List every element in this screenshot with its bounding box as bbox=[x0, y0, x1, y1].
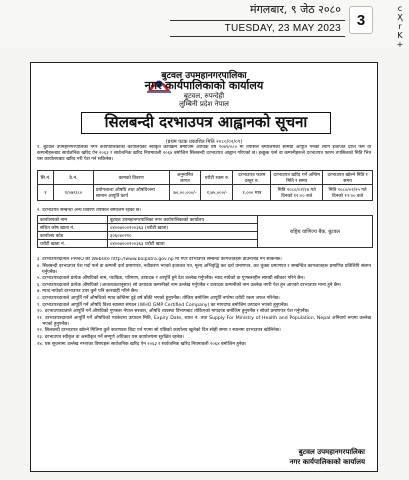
clause-item: ८. दरभाउपत्रदाताले आपूर्ति गर्ने औषधिको म्याद कम्तिमा दुई वर्ष बाँकी भएको हुनुपर्नेछ। तोकिए बमोजिम आपूर्ति नगरेमा धरौटी रकम जफत गरिनेछ। bbox=[37, 295, 280, 301]
publish-date: (प्रथम पटक प्रकाशित मिति २०८०/०२/०९) bbox=[165, 139, 243, 145]
signature-org-line1: बुटवल उपमहानगरपालिका bbox=[298, 448, 365, 456]
table-header-cell: सि.नं. bbox=[38, 171, 54, 185]
table-header-cell: ठे.नं. bbox=[53, 171, 93, 185]
page-number-badge: 3 bbox=[349, 6, 373, 34]
table-cell: १/०७९/८० bbox=[53, 185, 93, 201]
clause-item: ३. दरभाउपत्रदाताले PPMO को Website http://www.bolpatra.gov.np मा गएर दरभाउपत्र सम्बन्धी कागजातहरू डाउनलोड गर्न सकिनेछ। bbox=[37, 257, 282, 262]
clause-item: ५. दरभाउपत्रदाताले प्रत्येक औषधिको नाम, प्याकिङ, परिमाण, उत्पादक र आपूर्ति हुने देश उल्लेख गर्नुपर्नेछ। म्याद नाघेको वा गुणस्तरहीन सामग्री स्वीकार गरिने छैन। bbox=[37, 276, 305, 282]
table-row bbox=[38, 216, 373, 224]
table-header-cell: धरौटी रकम रु. bbox=[201, 171, 233, 185]
table-cell: प्रयोगशाला औषधि तथा औषधिजन्य सामान आपूर्ति कार्य bbox=[93, 185, 169, 201]
masthead-rule-top bbox=[170, 20, 345, 21]
table-cell: ३०६०४०२१० bbox=[108, 232, 258, 240]
table-cell: ०४००७०००१००३६३ धरौटी खाता bbox=[108, 240, 258, 248]
side-letter: K bbox=[397, 31, 403, 40]
side-letter: c bbox=[397, 4, 403, 13]
clause-item: ११. दरभाउपत्रदाताले आपूर्ति गर्ने औषधिको प्याकेटमा उत्पादन मिति, Expiry Date, ब्याच नं. तथा Supply For Ministry of Health and Population, Nepal अनिवार्य रूपमा उल्लेख भएको हुनुपर्नेछ। bbox=[37, 315, 371, 327]
org-address-line: बुटवल, रुपन्देही bbox=[183, 92, 225, 100]
table-header-cell: दरभाउपत्र खोल्ने मिति र समय bbox=[323, 171, 373, 185]
table-cell: ०४००७०००१००३६३ (धरौटी खाता) bbox=[108, 224, 258, 232]
side-letter: Ҳ bbox=[397, 13, 403, 22]
note-paragraph: २. दरभाउपत्र सम्बन्धी अन्य विवरण तपसिल बमोजिम रहेको छ। bbox=[37, 208, 142, 213]
clause-item: ४. सिलबन्दी दरभाउपत्र पेश गर्दा फर्म वा कम्पनी दर्ता प्रमाणपत्र, नवीकरण भएको इजाजत पत्र, मूल्य अभिवृद्धि कर दर्ता प्रमाणपत्र, कर चुक्ता प्रमाणपत्र र सम्बन्धित कागजातहरू प्रमाणित प्रतिलिपि संलग्न गर्नुपर्नेछ। bbox=[37, 263, 371, 275]
masthead-rule-bottom bbox=[170, 36, 345, 37]
table-cell: कार्यालयको नाम bbox=[38, 216, 108, 224]
table-header-row bbox=[38, 171, 373, 185]
table-header-cell: कामको विवरण bbox=[93, 171, 169, 185]
table-cell: मिति २०८०/०२/२४ गते दिनको १२:०० बजे bbox=[271, 185, 323, 201]
clause-item: १४. यस सूचनामा उल्लेख नभएका विषयहरू सार्वजनिक खरिद ऐन २०६३ र सार्वजनिक खरिद नियमावली २०६४ बमोजिम हुनेछ। bbox=[37, 341, 247, 347]
masthead-date-english: TUESDAY, 23 MAY 2023 bbox=[224, 23, 341, 34]
table-cell: १ bbox=[38, 185, 54, 201]
table-cell: ७०,००,०००/- bbox=[169, 185, 201, 201]
side-letter: r bbox=[398, 22, 402, 31]
table-cell: संचित कोष खाता नं. bbox=[38, 224, 108, 232]
clause-item: १२. सिलबन्दी दरभाउपत्र खोल्ने मितिमा कुनै कारणवश बिदा पर्न गएमा सो पछिको कार्यालय खुलेको दिन सोही समय र स्थानमा दरभाउपत्र खोलिनेछ। bbox=[37, 328, 281, 334]
notice-title: सिलबन्दी दरभाउपत्र आह्वानको सूचना bbox=[81, 112, 331, 134]
org-name-line2: नगर कार्यपालिकाको कार्यालय bbox=[144, 79, 264, 92]
newspaper-masthead bbox=[0, 0, 409, 48]
side-letters bbox=[393, 4, 407, 49]
clause-item: १३. दरभाउपत्र स्वीकृत वा अस्वीकृत गर्ने सम्पूर्ण अधिकार यस कार्यालयमा सुरक्षित रहनेछ। bbox=[37, 334, 185, 340]
side-letter: + bbox=[396, 40, 404, 49]
account-table bbox=[37, 215, 373, 248]
org-province-line: लुम्बिनी प्रदेश नेपाल bbox=[179, 100, 229, 108]
clause-item: ७. म्याद नाघेको दरभाउपत्र उपर कुनै पनि कारवाही गरिने छैन। bbox=[37, 289, 139, 295]
table-cell: १,००० मात्र bbox=[233, 185, 271, 201]
clause-item: ९. दरभाउपत्रदाताले आपूर्ति गर्ने औषधि विश्व स्वास्थ्य संगठन (WHO GMP Certified Company) का मापदण्ड बमोजिम उत्पादन भएको हुनुपर्नेछ। bbox=[37, 302, 289, 308]
intro-paragraph: १. बुटवल उपमहानगरपालिका नगर कार्यपालिकाको कार्यालयको स्वीकृत कार्यक्रम बमोजिम आर्थिक वर्ष २०७९/०८० मा तपसिल बमोजिमका सामग्री आपूर्ति गर्नका लागि इजाजत प्राप्त फर्म वा कम्पनीहरूबाट सार्वजनिक खरिद ऐन २०६३ र सार्वजनिक खरिद नियमावली २०६४ बमोजिम सिलबन्दी दरभाउपत्र आह्वान गरिएको छ। इच्छुक फर्म वा कम्पनीहरूले दरभाउपत्र फारम तपसिलको मिति भित्र यस कार्यालयबाट खरिद गरी पेश गर्न सकिनेछ। bbox=[37, 145, 371, 162]
table-cell: १,७५,०००/- bbox=[201, 185, 233, 201]
table-cell: धरौटी खाता नं. bbox=[38, 240, 108, 248]
table-header-cell: दरभाउपत्र खरिद गर्ने अन्तिम मिति र समय bbox=[271, 171, 323, 185]
table-header-cell: दरभाउपत्र फारम दस्तुर रु. bbox=[233, 171, 271, 185]
tender-table bbox=[37, 170, 373, 201]
masthead-date-nepali: मंगलबार, ९ जेठ २०८० bbox=[250, 3, 341, 16]
tender-notice bbox=[30, 62, 378, 472]
table-cell: कार्यालय कोड bbox=[38, 232, 108, 240]
table-row bbox=[38, 185, 373, 201]
clause-list bbox=[37, 257, 371, 435]
clause-item: ६. दरभाउपत्रदाताले प्रत्येक औषधिको (आवश्यकतानुसार) सो उत्पादक कम्पनीको नाम उल्लेख गर्नुपर्नेछ र उत्पादक कम्पनीको नाम उल्लेख नगरी पेश हुन आएको दरभाउपत्र मान्य हुने छैन। bbox=[37, 282, 342, 288]
table-cell: मिति २०८०/०२/२५ गते दिनको १२:०० बजे bbox=[323, 185, 373, 201]
table-header-cell: अनुमानित लागत bbox=[169, 171, 201, 185]
clause-item: १०. दरभाउपत्रदाताले आपूर्ति गर्ने औषधिको गुणस्तर नेपाल सरकार, औषधि व्यवस्था विभागबाट तोकिएको मापदण्ड बमोजिम हुनुपर्नेछ र सोको प्रमाणपत्र पेश गर्नुपर्नेछ। bbox=[37, 309, 310, 315]
signature-org-line2: नगर कार्यपालिकाको कार्यालय bbox=[289, 458, 365, 466]
org-name-line1: बुटवल उपमहानगरपालिका bbox=[161, 71, 247, 81]
bank-name-cell: राष्ट्रिय वाणिज्य बैंक, बुटवल bbox=[258, 216, 373, 248]
table-cell: बुटवल उपमहानगरपालिका नगर कार्यपालिकाको कार्यालय bbox=[108, 216, 258, 224]
